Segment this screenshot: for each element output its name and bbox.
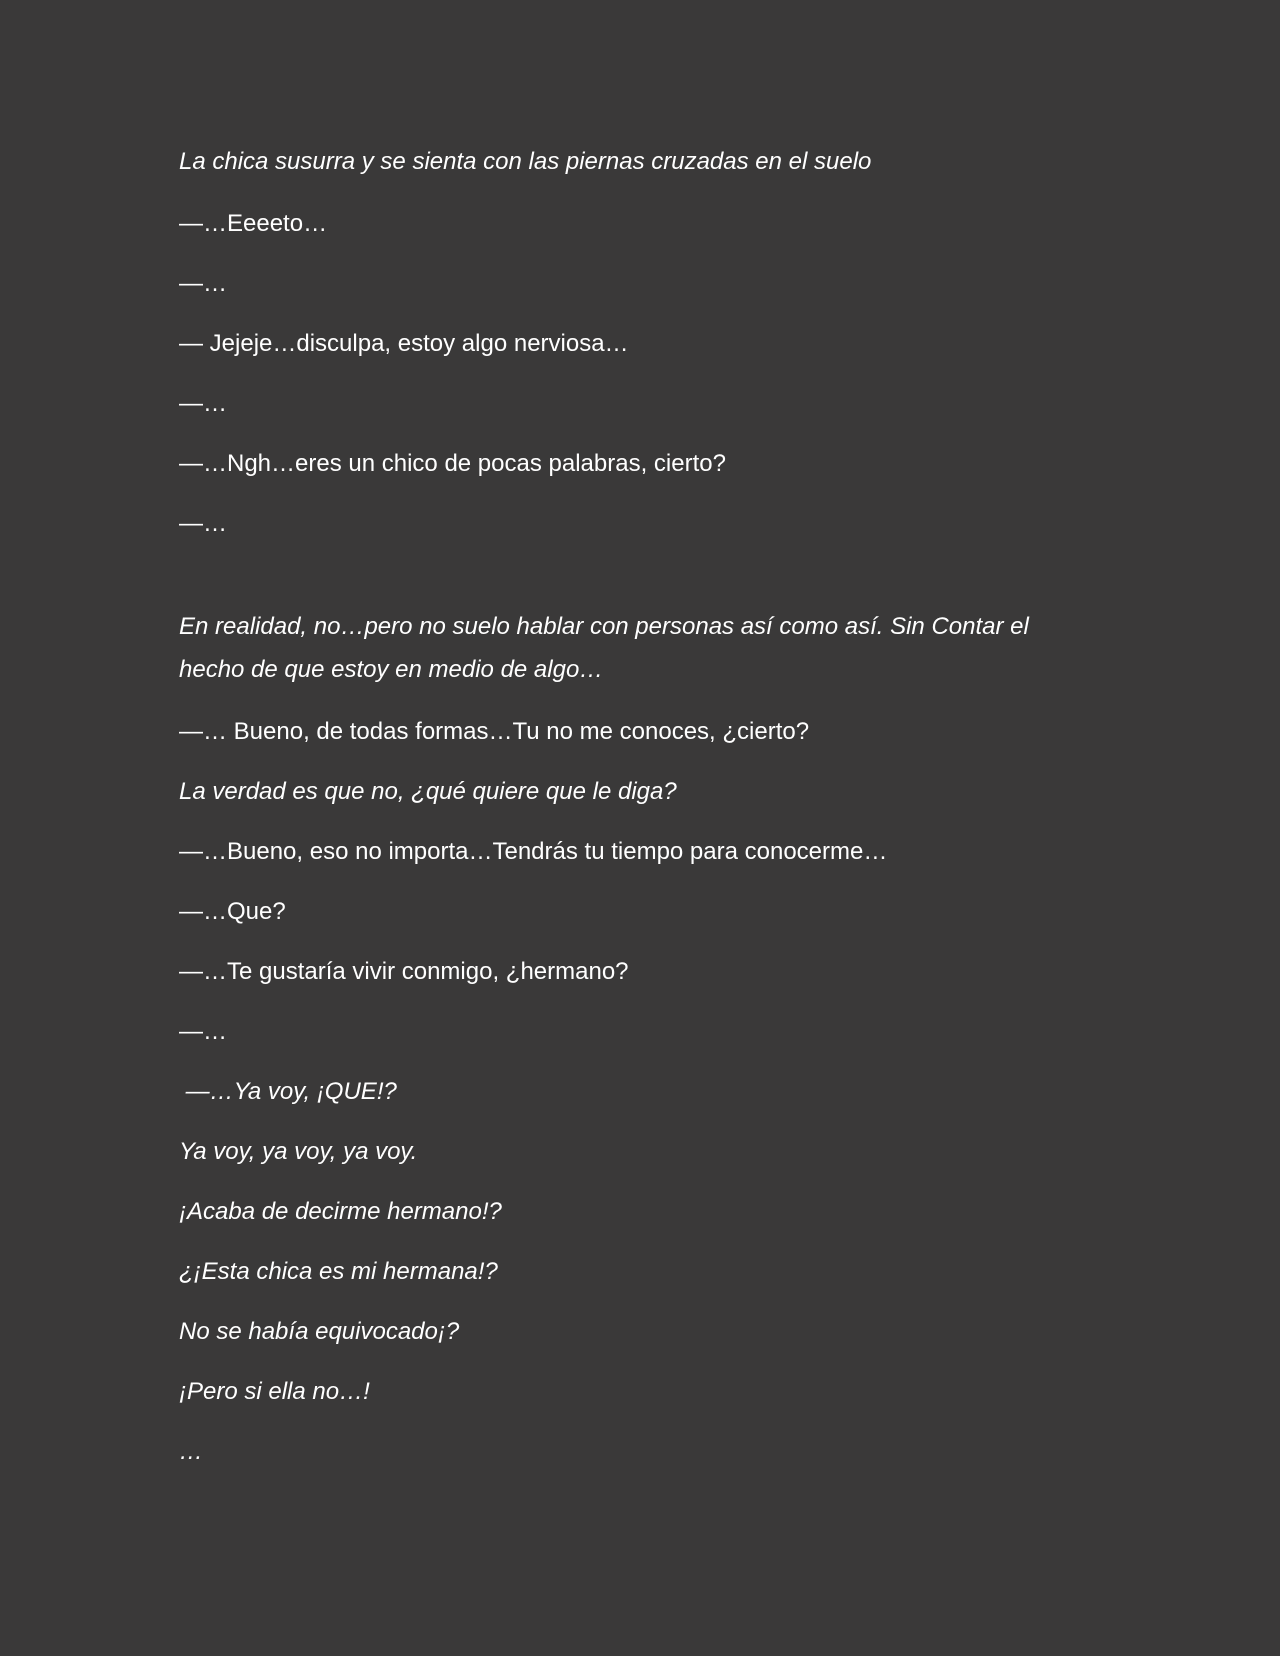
dialogue-line: —… Bueno, de todas formas…Tu no me conoces, ¿cierto? [179,718,810,745]
dialogue-line: —…Ngh…eres un chico de pocas palabras, cierto? [179,450,726,477]
dialogue-line: —…Eeeeto… [179,210,328,237]
dialogue-line: — Jejeje…disculpa, estoy algo nerviosa… [179,330,629,357]
narration-line: La chica susurra y se sienta con las piernas cruzadas en el suelo [179,148,872,175]
narration-line: En realidad, no…pero no suelo hablar con personas así como así. Sin Contar el hecho de que estoy en medio de algo… [179,613,1036,683]
narration-line: La verdad es que no, ¿qué quiere que le diga? [179,778,677,805]
narration-line: ¡Pero si ella no…! [179,1378,370,1405]
narration-line: … [179,1438,203,1465]
narration-line: Ya voy, ya voy, ya voy. [179,1138,418,1165]
narration-line: ¿¡Esta chica es mi hermana!? [179,1258,498,1285]
dialogue-line: —… [179,390,227,417]
narration-line: ¡Acaba de decirme hermano!? [179,1198,502,1225]
dialogue-line: —… [179,1018,227,1045]
narration-line: —…Ya voy, ¡QUE!? [179,1078,397,1105]
dialogue-line: —…Que? [179,898,286,925]
narration-line: No se había equivocado¡? [179,1318,460,1345]
dialogue-line: —… [179,270,227,297]
dialogue-line: —… [179,510,227,537]
dialogue-line: —…Te gustaría vivir conmigo, ¿hermano? [179,958,629,985]
dialogue-line: —…Bueno, eso no importa…Tendrás tu tiempo para conocerme… [179,838,888,865]
